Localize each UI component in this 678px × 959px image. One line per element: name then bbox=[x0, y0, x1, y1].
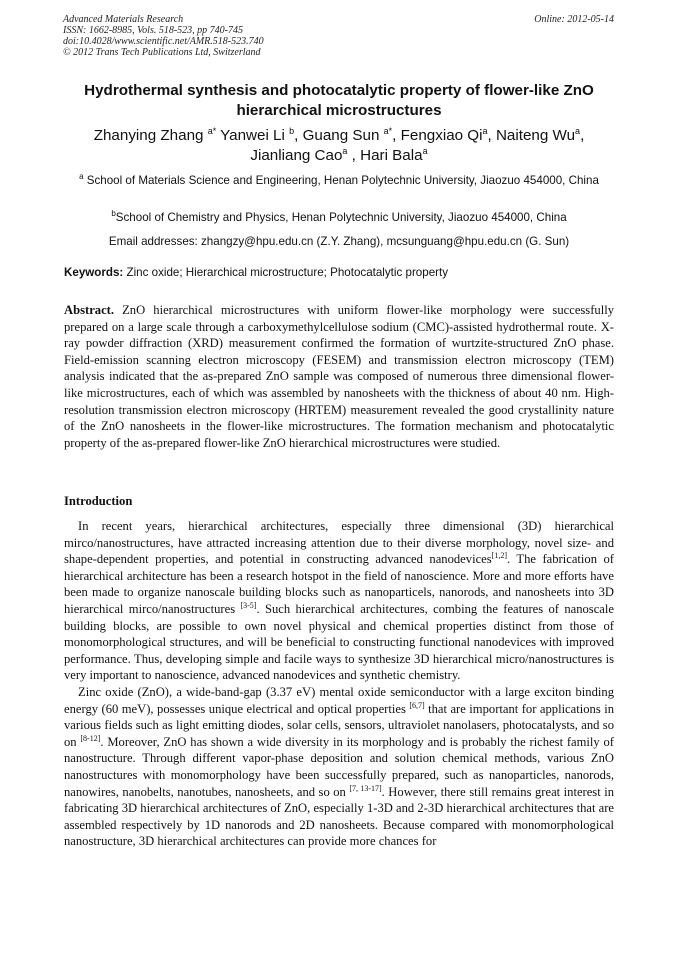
abstract-text: ZnO hierarchical microstructures with uniform flower-like morphology were successfully prepared on a large scale through a carboxymethylcellulose sodium (CMC)-assisted hydrothermal route. X-ray powder diffraction (XRD) measurement confirmed the formation of wurtzite-structured ZnO phase. Field-emission scanning electron microscopy (FESEM) and transmission electron microscopy (TEM) analysis indicated that the as-prepared ZnO sample was composed of numerous three dimensional flower-like microstructures, each of which was assembled by nanosheets with the thickness of about 40 nm. High-resolution transmission electron microscopy (HRTEM) measurement revealed the good crystallinity nature of the ZnO nanosheets in the flower-like microstructures. The formation mechanism and photocatalytic property of the as-prepared flower-like ZnO hierarchical microstructures were studied. bbox=[64, 303, 614, 450]
online-date: Online: 2012-05-14 bbox=[534, 14, 614, 25]
paragraph-text: . The fabrication of hierarchical architecture has been a research hotspot in the field of nanoscience. More and more efforts have been made to organize nanoscale building blocks such as nanoparticels, nanorods, and nanosheets into 3D hierarchical mirco/nanostructures bbox=[64, 552, 614, 616]
author-affiliation-mark: a bbox=[575, 126, 581, 136]
journal-copyright: © 2012 Trans Tech Publications Ltd, Switzerland bbox=[63, 47, 261, 58]
author-separator: , bbox=[487, 127, 496, 144]
intro-paragraph-2 bbox=[64, 684, 614, 850]
author-list bbox=[40, 126, 638, 166]
affiliation-a bbox=[40, 172, 638, 190]
author-name: Jianliang Cao bbox=[250, 147, 343, 164]
author-affiliation-mark: b bbox=[289, 126, 295, 136]
keywords bbox=[64, 266, 616, 280]
author-separator: , bbox=[580, 127, 585, 144]
section-heading-introduction: Introduction bbox=[64, 494, 133, 508]
abstract bbox=[64, 302, 614, 451]
paper-title: Hydrothermal synthesis and photocatalytic property of flower-like ZnO hierarchical microstructures bbox=[84, 82, 594, 119]
journal-header bbox=[63, 14, 264, 58]
author-name: Fengxiao Qi bbox=[400, 127, 483, 144]
paragraph-text: . Such hierarchical architectures, combing the features of nanoscale building blocks, are possible to own novel physical and chemical properties distinct from those of monomorphological structures, and will be beneficial to constructing functional nanodevices with improved performance. Thus, developing simple and facile ways to synthesize 3D hierarchical micro/nanostructures is very important to nanoscience, advanced nanodevices and synthetic chemistry. bbox=[64, 601, 614, 683]
author-name: Yanwei Li bbox=[220, 127, 290, 144]
author-name: Hari Bala bbox=[360, 147, 423, 164]
author-name: Naiteng Wu bbox=[495, 127, 576, 144]
author-affiliation-mark: a bbox=[422, 146, 428, 156]
citation-ref: [8-12] bbox=[80, 733, 101, 743]
author-separator: , bbox=[294, 127, 303, 144]
citation-ref: [7, 13-17] bbox=[349, 783, 382, 793]
intro-paragraph-1 bbox=[64, 518, 614, 684]
affiliation-b-text: School of Chemistry and Physics, Henan Polytechnic University, Jiaozuo 454000, China bbox=[115, 211, 567, 224]
journal-name: Advanced Materials Research bbox=[63, 14, 184, 25]
paragraph-text: . Moreover, ZnO has shown a wide diversity in its morphology and is probably the richest family of nanostructure. Through different vapor-phase deposition and solution chemical methods, various ZnO nanostructures with monomorphology have been successfully prepared, such as nanoparticles, nanorods, nanowires, nanobelts, nanotubes, nanosheets, and so on bbox=[64, 734, 614, 799]
citation-ref: [1,2] bbox=[491, 551, 507, 561]
paragraph-text: Zinc oxide (ZnO), a wide-band-gap (3.37 eV) mental oxide semiconductor with a large exciton binding energy (60 meV), possesses unique electrical and optical properties bbox=[64, 684, 614, 716]
keywords-text: Zinc oxide; Hierarchical microstructure; Photocatalytic property bbox=[123, 266, 449, 279]
affiliation-b-mark: b bbox=[111, 209, 116, 218]
paragraph-text: . However, there still remains great interest in fabricating 3D hierarchical architectures of ZnO, especially 1-3D and 2-3D hierarchical architectures that are assembled respectively by 1D nanorods and 2D nanosheets. Because compared with monomorphological nanostructure, 3D hierarchical architectures can provide more chances for bbox=[64, 784, 614, 849]
paragraph-text: that are important for applications in various fields such as light emitting diodes, solar cells, sensors, ultraviolet nanolasers, photocatalysts, and so on bbox=[64, 701, 614, 749]
abstract-label: Abstract. bbox=[64, 303, 115, 317]
affiliation-a-mark: a bbox=[79, 172, 84, 181]
author-separator: , bbox=[392, 127, 401, 144]
author-affiliation-mark: a bbox=[482, 126, 488, 136]
citation-ref: [3-5] bbox=[240, 600, 257, 610]
email-addresses: Email addresses: zhangzy@hpu.edu.cn (Z.Y. Zhang), mcsunguang@hpu.edu.cn (G. Sun) bbox=[108, 235, 570, 248]
author-affiliation-mark: a bbox=[342, 146, 348, 156]
paragraph-text: In recent years, hierarchical architectures, especially three dimensional (3D) hierarchical mirco/nanostructures, have attracted increasing attention due to their diverse morphology, novel size- and shape-dependent properties, and potential in constructing advanced nanodevices bbox=[64, 519, 614, 567]
author-affiliation-mark: a* bbox=[383, 126, 393, 136]
citation-ref: [6,7] bbox=[409, 700, 425, 710]
author-name: Zhanying Zhang bbox=[93, 127, 208, 144]
journal-doi: doi:10.4028/www.scientific.net/AMR.518-523.740 bbox=[63, 36, 264, 47]
author-affiliation-mark: a* bbox=[207, 126, 217, 136]
introduction-body bbox=[64, 518, 614, 850]
keywords-label: Keywords: bbox=[64, 266, 124, 279]
journal-issn: ISSN: 1662-8985, Vols. 518-523, pp 740-745 bbox=[63, 25, 243, 36]
author-separator: , bbox=[347, 147, 361, 164]
author-name: Guang Sun bbox=[302, 127, 384, 144]
affiliation-a-text: School of Materials Science and Engineering, Henan Polytechnic University, Jiaozuo 454000, China bbox=[83, 174, 599, 187]
affiliation-b bbox=[40, 209, 638, 227]
